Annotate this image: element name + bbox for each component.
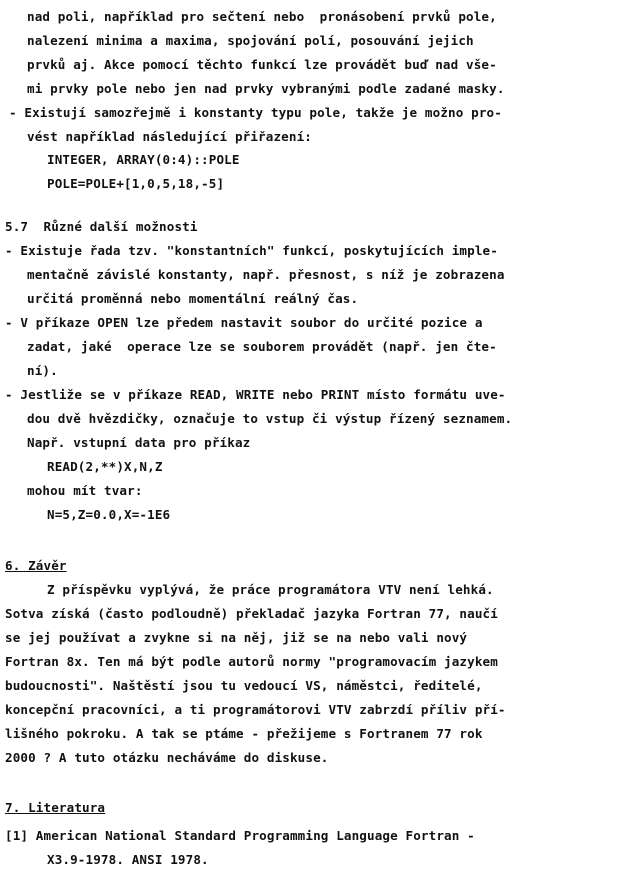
list-item-line: - V příkaze OPEN lze předem nastavit soubor do určité pozice a (5, 315, 483, 330)
body-line: Sotva získá (často podloudně) překladač jazyka Fortran 77, naučí (5, 606, 498, 621)
code-line: READ(2,**)X,N,Z (47, 459, 163, 474)
body-line: mohou mít tvar: (27, 483, 143, 498)
body-line: koncepční pracovníci, a ti programátorovi VTV zabrzdí příliv pří- (5, 702, 506, 717)
code-line: N=5,Z=0.0,X=-1E6 (47, 507, 171, 522)
list-item-line: - Jestliže se v příkaze READ, WRITE nebo PRINT místo formátu uve- (5, 387, 506, 402)
body-line: prvků aj. Akce pomocí těchto funkcí lze provádět buď nad vše- (27, 57, 497, 72)
reference-item: X3.9-1978. ANSI 1978. (47, 852, 209, 867)
body-line: vést například následující přiřazení: (27, 129, 312, 144)
body-line: se jej používat a zvykne si na něj, již se na nebo vali nový (5, 630, 468, 645)
body-line: lišného pokroku. A tak se ptáme - přežijeme s Fortranem 77 rok (5, 726, 483, 741)
body-line: dou dvě hvězdičky, označuje to vstup či výstup řízený seznamem. (27, 411, 513, 426)
code-line: POLE=POLE+[1,0,5,18,-5] (47, 176, 225, 191)
body-line: 2000 ? A tuto otázku necháváme do diskuse. (5, 750, 329, 765)
body-line: Např. vstupní data pro příkaz (27, 435, 251, 450)
section-heading: 6. Závěr (5, 558, 67, 573)
list-item-line: - Existují samozřejmě i konstanty typu pole, takže je možno pro- (9, 105, 502, 120)
body-line: zadat, jaké operace lze se souborem provádět (např. jen čte- (27, 339, 497, 354)
body-line: Fortran 8x. Ten má být podle autorů normy "programovacím jazykem (5, 654, 498, 669)
body-line: určitá proměnná nebo momentální reálný čas. (27, 291, 359, 306)
section-heading: 5.7 Různé další možnosti (5, 219, 198, 234)
section-heading: 7. Literatura (5, 800, 106, 815)
reference-item: [1] American National Standard Programming Language Fortran - (5, 828, 475, 843)
body-line: nad poli, například pro sečtení nebo pronásobení prvků pole, (27, 9, 497, 24)
code-line: INTEGER, ARRAY(0:4)::POLE (47, 152, 240, 167)
body-line: Z příspěvku vyplývá, že práce programátora VTV není lehká. (47, 582, 494, 597)
body-line: ní). (27, 363, 58, 378)
body-line: mi prvky pole nebo jen nad prvky vybranými podle zadané masky. (27, 81, 505, 96)
list-item-line: - Existuje řada tzv. "konstantních" funkcí, poskytujících imple- (5, 243, 498, 258)
body-line: mentačně závislé konstanty, např. přesnost, s níž je zobrazena (27, 267, 505, 282)
body-line: nalezení minima a maxima, spojování polí, posouvání jejich (27, 33, 474, 48)
body-line: budoucnosti". Naštěstí jsou tu vedoucí VS, náměstci, ředitelé, (5, 678, 483, 693)
